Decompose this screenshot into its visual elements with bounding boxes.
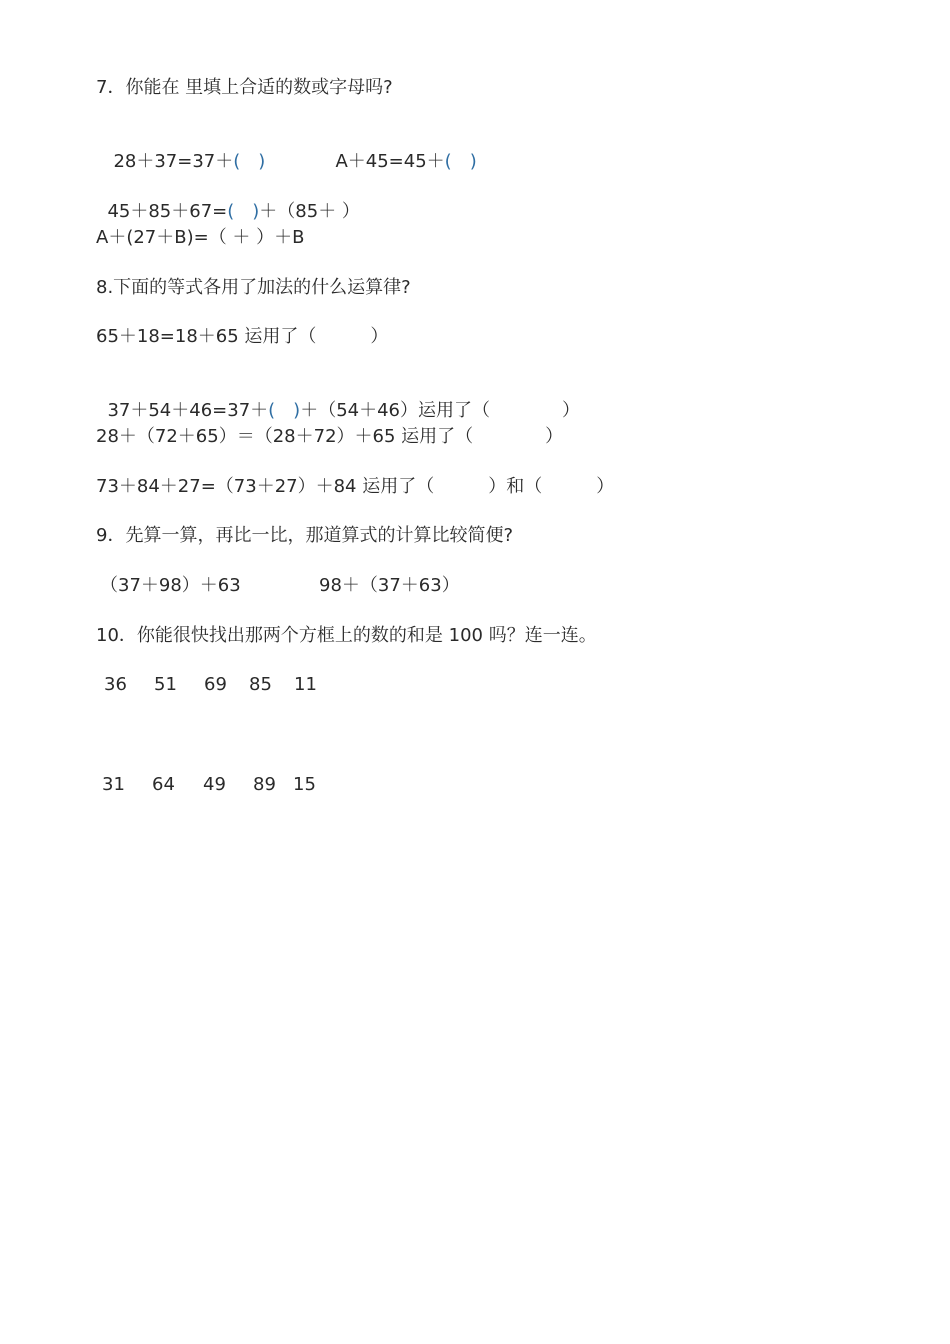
q7-blank-2[interactable]: ( ) (227, 201, 260, 222)
q8-blank-2[interactable]: ( ) (268, 400, 301, 421)
q8-equation-2 (96, 375, 581, 421)
q10-top-number[interactable]: 85 (249, 674, 272, 695)
q8-equation-3: 28＋（72＋65）＝（28＋72）＋65 运用了（ ） (96, 426, 564, 447)
q10-title: 10．你能很快找出那两个方框上的数的和是 100 吗？连一连。 (96, 625, 597, 646)
q9-title: 9．先算一算，再比一比，那道算式的计算比较简便? (96, 525, 514, 546)
q10-bottom-number[interactable]: 31 (102, 774, 125, 795)
q10-top-number[interactable]: 36 (104, 674, 127, 695)
q7-blank-1b[interactable]: ( ) (444, 151, 477, 172)
q7-equation-1a-text: 28＋37=37＋ (113, 151, 234, 172)
q10-bottom-number[interactable]: 15 (293, 774, 316, 795)
q7-equation-1b (324, 126, 477, 172)
q10-bottom-number[interactable]: 89 (253, 774, 276, 795)
q9-expression-2: 98＋（37＋63） (319, 575, 460, 596)
q10-bottom-number[interactable]: 49 (203, 774, 226, 795)
q10-bottom-number[interactable]: 64 (152, 774, 175, 795)
q7-equation-1b-text: A＋45=45＋ (335, 151, 445, 172)
q10-top-number[interactable]: 51 (154, 674, 177, 695)
q7-equation-2-text: 45＋85＋67= (107, 201, 228, 222)
q8-equation-2-text: 37＋54＋46=37＋ (107, 400, 269, 421)
q8-equation-2-rest: ＋（54＋46）运用了（ ） (300, 400, 581, 421)
q10-top-number[interactable]: 11 (294, 674, 317, 695)
q7-equation-2-rest: ＋（85＋ ） (259, 201, 360, 222)
q8-equation-1: 65＋18=18＋65 运用了（ ） (96, 326, 389, 347)
q7-equation-1a (102, 126, 266, 172)
q7-equation-2 (96, 176, 360, 222)
q8-title: 8.下面的等式各用了加法的什么运算律? (96, 277, 411, 298)
q7-blank-1a[interactable]: ( ) (233, 151, 266, 172)
q7-equation-3: A＋(27＋B)=（ ＋ ）＋B (96, 227, 305, 248)
q7-title: 7．你能在 里填上合适的数或字母吗? (96, 77, 393, 98)
q10-top-number[interactable]: 69 (204, 674, 227, 695)
q9-expression-1: （37＋98）＋63 (100, 575, 241, 596)
q8-equation-4: 73＋84＋27=（73＋27）＋84 运用了（ ）和（ ） (96, 476, 615, 497)
